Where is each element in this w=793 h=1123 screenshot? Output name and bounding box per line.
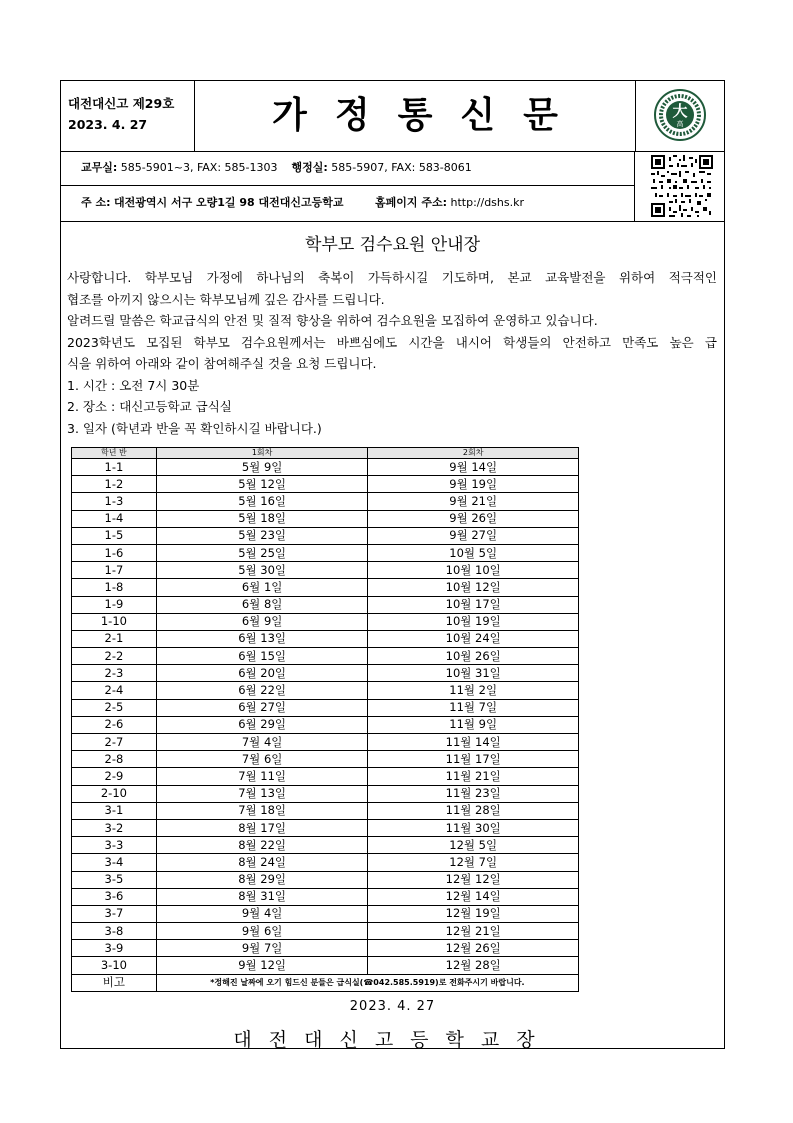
round-1-cell: 5월 30일 bbox=[156, 562, 368, 579]
round-2-cell: 10월 19일 bbox=[368, 613, 579, 630]
round-2-cell: 11월 23일 bbox=[368, 785, 579, 802]
class-cell: 1-10 bbox=[72, 613, 157, 630]
header bbox=[61, 81, 724, 152]
class-cell: 3-7 bbox=[72, 905, 157, 922]
table-row bbox=[72, 630, 579, 647]
table-row bbox=[72, 734, 579, 751]
table-row bbox=[72, 648, 579, 665]
round-1-cell: 8월 22일 bbox=[156, 837, 368, 854]
round-2-cell: 10월 10일 bbox=[368, 562, 579, 579]
address-value: 대전광역시 서구 오량1길 98 대전대신고등학교 bbox=[113, 196, 344, 209]
paragraph-1-line-1: 사랑합니다. 학부모님 가정에 하나님의 축복이 가득하시길 기도하며, 본교 교육발전을 위하여 적극적인 bbox=[67, 270, 717, 285]
table-row bbox=[72, 716, 579, 733]
round-1-cell: 6월 8일 bbox=[156, 596, 368, 613]
class-cell: 1-1 bbox=[72, 459, 157, 476]
item-place: 2. 장소 : 대신고등학교 급식실 bbox=[67, 399, 232, 414]
round-1-cell: 8월 29일 bbox=[156, 871, 368, 888]
table-row bbox=[72, 596, 579, 613]
round-1-cell: 5월 23일 bbox=[156, 527, 368, 544]
round-1-cell: 9월 4일 bbox=[156, 905, 368, 922]
table-row bbox=[72, 665, 579, 682]
class-cell: 3-5 bbox=[72, 871, 157, 888]
round-1-cell: 6월 20일 bbox=[156, 665, 368, 682]
logo-main-char: 大 bbox=[672, 102, 688, 120]
page-title: 가정통신문 bbox=[272, 95, 586, 136]
round-1-cell: 9월 12일 bbox=[156, 957, 368, 974]
contact-phone-row bbox=[61, 151, 635, 186]
paragraph-2: 알려드릴 말씀은 학교급식의 안전 및 질적 향상을 위하여 검수요원을 모집하여 운영하고 있습니다. bbox=[67, 313, 598, 328]
notice-title: 학부모 검수요원 안내장 bbox=[304, 235, 481, 255]
round-1-cell: 7월 13일 bbox=[156, 785, 368, 802]
class-cell: 1-8 bbox=[72, 579, 157, 596]
round-2-cell: 9월 14일 bbox=[368, 459, 579, 476]
school-logo bbox=[635, 81, 724, 151]
table-row bbox=[72, 837, 579, 854]
round-1-cell: 5월 16일 bbox=[156, 493, 368, 510]
table-row bbox=[72, 682, 579, 699]
item-time: 1. 시간 : 오전 7시 30분 bbox=[67, 377, 200, 393]
header-class: 학년 반 bbox=[72, 448, 157, 459]
note-text: *정해진 날짜에 오기 힘드신 분들은 급식실(☎042.585.5919)로 전화주시기 바랍니다. bbox=[156, 974, 578, 991]
class-cell: 1-7 bbox=[72, 562, 157, 579]
round-2-cell: 11월 9일 bbox=[368, 716, 579, 733]
note-label: 비고 bbox=[72, 974, 157, 991]
issue-number: 대전대신고 제29호 bbox=[68, 96, 175, 111]
table-row bbox=[72, 579, 579, 596]
round-2-cell: 12월 7일 bbox=[368, 854, 579, 871]
class-cell: 1-2 bbox=[72, 476, 157, 493]
table-row bbox=[72, 613, 579, 630]
round-2-cell: 11월 7일 bbox=[368, 699, 579, 716]
round-2-cell: 10월 31일 bbox=[368, 665, 579, 682]
class-cell: 3-4 bbox=[72, 854, 157, 871]
round-1-cell: 5월 18일 bbox=[156, 510, 368, 527]
class-cell: 1-5 bbox=[72, 527, 157, 544]
class-cell: 2-10 bbox=[72, 785, 157, 802]
round-1-cell: 7월 6일 bbox=[156, 751, 368, 768]
round-1-cell: 7월 4일 bbox=[156, 734, 368, 751]
class-cell: 2-8 bbox=[72, 751, 157, 768]
round-2-cell: 9월 19일 bbox=[368, 476, 579, 493]
round-2-cell: 10월 17일 bbox=[368, 596, 579, 613]
round-1-cell: 6월 27일 bbox=[156, 699, 368, 716]
homepage-label: 홈페이지 주소: bbox=[375, 196, 447, 209]
table-row bbox=[72, 854, 579, 871]
homepage-link[interactable]: http://dshs.kr bbox=[450, 196, 525, 209]
table-row bbox=[72, 751, 579, 768]
round-1-cell: 6월 13일 bbox=[156, 630, 368, 647]
round-2-cell: 9월 27일 bbox=[368, 527, 579, 544]
round-2-cell: 10월 24일 bbox=[368, 630, 579, 647]
round-2-cell: 11월 2일 bbox=[368, 682, 579, 699]
round-2-cell: 10월 12일 bbox=[368, 579, 579, 596]
header-round-2: 2회차 bbox=[368, 448, 579, 459]
principal-signature: 대전대신고등학교장 bbox=[233, 1029, 552, 1051]
admin-label: 행정실: bbox=[291, 161, 328, 174]
round-1-cell: 8월 17일 bbox=[156, 819, 368, 836]
round-1-cell: 6월 9일 bbox=[156, 613, 368, 630]
table-row bbox=[72, 940, 579, 957]
header-round-1: 1회차 bbox=[156, 448, 368, 459]
class-cell: 2-7 bbox=[72, 734, 157, 751]
round-2-cell: 11월 14일 bbox=[368, 734, 579, 751]
round-1-cell: 9월 7일 bbox=[156, 940, 368, 957]
round-1-cell: 7월 11일 bbox=[156, 768, 368, 785]
admin-value: 585-5907, FAX: 583-8061 bbox=[331, 161, 472, 174]
round-2-cell: 12월 21일 bbox=[368, 923, 579, 940]
notice-body bbox=[61, 221, 724, 1049]
round-1-cell: 5월 9일 bbox=[156, 459, 368, 476]
class-cell: 2-4 bbox=[72, 682, 157, 699]
school-emblem-icon bbox=[654, 89, 706, 141]
qr-code-icon[interactable] bbox=[651, 155, 713, 217]
class-cell: 3-6 bbox=[72, 888, 157, 905]
table-row bbox=[72, 476, 579, 493]
table-row bbox=[72, 802, 579, 819]
class-cell: 2-2 bbox=[72, 648, 157, 665]
table-row bbox=[72, 785, 579, 802]
round-2-cell: 12월 12일 bbox=[368, 871, 579, 888]
paragraph-3-line-1: 2023학년도 모집된 학부모 검수요원께서는 바쁘심에도 시간을 내시어 학생들의 안전하고 만족도 높은 급 bbox=[67, 334, 717, 350]
round-2-cell: 11월 17일 bbox=[368, 751, 579, 768]
round-2-cell: 12월 5일 bbox=[368, 837, 579, 854]
class-cell: 3-10 bbox=[72, 957, 157, 974]
schedule-table bbox=[71, 447, 579, 992]
table-row bbox=[72, 544, 579, 561]
office-label: 교무실: bbox=[81, 161, 118, 174]
class-cell: 3-1 bbox=[72, 802, 157, 819]
item-dates: 3. 일자 (학년과 반을 꼭 확인하시길 바랍니다.) bbox=[67, 420, 322, 436]
table-row bbox=[72, 871, 579, 888]
class-cell: 3-3 bbox=[72, 837, 157, 854]
class-cell: 2-9 bbox=[72, 768, 157, 785]
class-cell: 1-4 bbox=[72, 510, 157, 527]
table-row bbox=[72, 699, 579, 716]
round-1-cell: 9월 6일 bbox=[156, 923, 368, 940]
table-row bbox=[72, 768, 579, 785]
class-cell: 3-9 bbox=[72, 940, 157, 957]
paragraph-1-line-2: 협조를 아끼지 않으시는 학부모님께 깊은 감사를 드립니다. bbox=[67, 291, 385, 307]
round-2-cell: 9월 21일 bbox=[368, 493, 579, 510]
class-cell: 2-3 bbox=[72, 665, 157, 682]
table-row bbox=[72, 562, 579, 579]
newsletter-frame bbox=[60, 80, 725, 1049]
table-note-row bbox=[72, 974, 579, 991]
class-cell: 3-8 bbox=[72, 923, 157, 940]
table-row bbox=[72, 905, 579, 922]
round-1-cell: 6월 22일 bbox=[156, 682, 368, 699]
round-2-cell: 9월 26일 bbox=[368, 510, 579, 527]
address-label: 주 소: bbox=[81, 196, 111, 209]
table-row bbox=[72, 510, 579, 527]
paragraph-3-line-2: 식을 위하여 아래와 같이 참여해주실 것을 요청 드립니다. bbox=[67, 356, 377, 371]
round-1-cell: 6월 29일 bbox=[156, 716, 368, 733]
class-cell: 3-2 bbox=[72, 819, 157, 836]
table-row bbox=[72, 459, 579, 476]
class-cell: 1-9 bbox=[72, 596, 157, 613]
class-cell: 2-1 bbox=[72, 630, 157, 647]
logo-sub-char: 高 bbox=[676, 120, 684, 128]
round-2-cell: 12월 26일 bbox=[368, 940, 579, 957]
round-2-cell: 12월 28일 bbox=[368, 957, 579, 974]
issue-date: 2023. 4. 27 bbox=[68, 117, 148, 132]
round-1-cell: 6월 15일 bbox=[156, 648, 368, 665]
table-row bbox=[72, 527, 579, 544]
round-1-cell: 5월 25일 bbox=[156, 544, 368, 561]
class-cell: 1-6 bbox=[72, 544, 157, 561]
issue-date-footer: 2023. 4. 27 bbox=[349, 999, 436, 1014]
issue-info bbox=[61, 81, 195, 151]
contact-address-row bbox=[61, 186, 635, 221]
round-2-cell: 10월 26일 bbox=[368, 648, 579, 665]
round-1-cell: 8월 31일 bbox=[156, 888, 368, 905]
table-row bbox=[72, 493, 579, 510]
round-2-cell: 11월 21일 bbox=[368, 768, 579, 785]
round-1-cell: 8월 24일 bbox=[156, 854, 368, 871]
office-value: 585-5901~3, FAX: 585-1303 bbox=[120, 161, 278, 174]
table-row bbox=[72, 957, 579, 974]
table-row bbox=[72, 888, 579, 905]
table-row bbox=[72, 923, 579, 940]
round-2-cell: 12월 19일 bbox=[368, 905, 579, 922]
round-1-cell: 7월 18일 bbox=[156, 802, 368, 819]
round-2-cell: 10월 5일 bbox=[368, 544, 579, 561]
round-2-cell: 11월 28일 bbox=[368, 802, 579, 819]
round-1-cell: 5월 12일 bbox=[156, 476, 368, 493]
table-header-row bbox=[72, 448, 579, 459]
class-cell: 1-3 bbox=[72, 493, 157, 510]
round-2-cell: 12월 14일 bbox=[368, 888, 579, 905]
table-row bbox=[72, 819, 579, 836]
class-cell: 2-5 bbox=[72, 699, 157, 716]
round-1-cell: 6월 1일 bbox=[156, 579, 368, 596]
schedule-table-body bbox=[72, 459, 579, 992]
round-2-cell: 11월 30일 bbox=[368, 819, 579, 836]
class-cell: 2-6 bbox=[72, 716, 157, 733]
